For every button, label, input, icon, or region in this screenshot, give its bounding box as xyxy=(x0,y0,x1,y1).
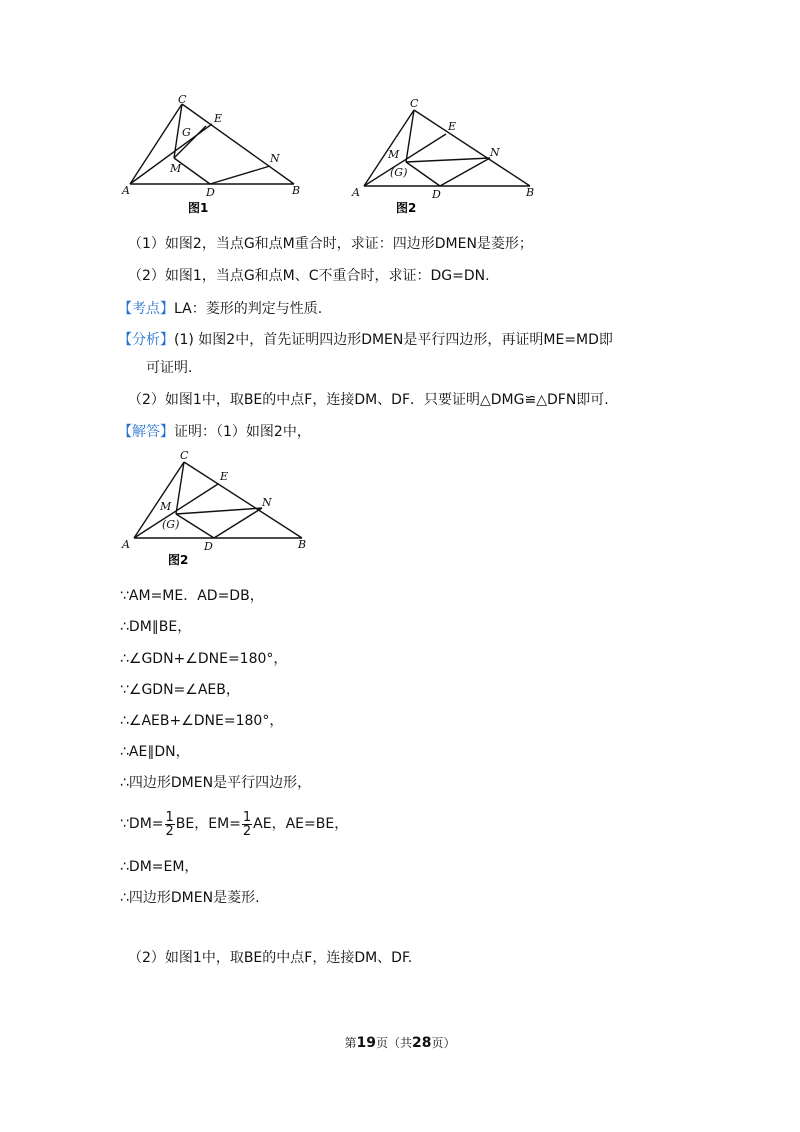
proof-line-2: ∴DM∥BE， xyxy=(120,619,192,635)
footer-mid: 页（共 xyxy=(375,1036,412,1050)
footer-total-pages: 28 xyxy=(412,1035,432,1051)
kaodian-row xyxy=(118,299,322,319)
fenxi-tag: 【分析】 xyxy=(118,332,174,348)
fig2-label-b: B xyxy=(526,186,535,199)
fig3-caption: 图2 xyxy=(168,553,189,567)
fraction-b-num: 1 xyxy=(242,809,252,825)
fig2-label-n: N xyxy=(490,146,500,159)
fig1-label-a: A xyxy=(122,184,130,197)
footer-post: 页） xyxy=(431,1036,456,1050)
jieda-text: 证明：（1）如图2中， xyxy=(174,424,311,440)
proof-end-2: ∴四边形DMEN是菱形. xyxy=(120,890,260,906)
fig2-label-d: D xyxy=(432,188,441,201)
figure-2 xyxy=(348,92,548,220)
proof-end-1: ∴DM=EM， xyxy=(120,859,199,875)
fig3-label-d: D xyxy=(204,540,213,553)
fig1-label-b: B xyxy=(292,184,301,197)
question-1: （1）如图2，当点G和点M重合时，求证：四边形DMEN是菱形； xyxy=(128,236,533,252)
fraction-one-half-a xyxy=(165,811,175,838)
fig1-label-g: G xyxy=(182,126,191,139)
fenxi-line-3: （2）如图1中，取BE的中点F，连接DM、DF．只要证明△DMG≌△DFN即可. xyxy=(128,392,609,408)
fig2-label-g: (G) xyxy=(390,166,408,179)
fraction-b-den: 2 xyxy=(242,823,252,839)
fig1-label-m: M xyxy=(170,162,182,175)
proof-line-5: ∴∠AEB+∠DNE=180°， xyxy=(120,713,284,729)
footer-page-number: 19 xyxy=(356,1035,376,1051)
fig1-label-d: D xyxy=(206,186,215,199)
fig3-label-e: E xyxy=(220,470,229,483)
part-2-line: （2）如图1中，取BE的中点F，连接DM、DF. xyxy=(128,950,413,966)
question-2: （2）如图1，当点G和点M、C不重合时，求证：DG=DN. xyxy=(128,268,490,284)
fig2-caption: 图2 xyxy=(396,201,417,215)
figure-3-diagram xyxy=(118,446,318,572)
figure-3 xyxy=(118,446,318,572)
kaodian-tag: 【考点】 xyxy=(118,301,174,317)
figure-1-diagram xyxy=(118,92,308,220)
page-footer xyxy=(0,1034,800,1051)
proof-line-4: ∵∠GDN=∠AEB， xyxy=(120,682,240,698)
fenxi-line-2: 可证明. xyxy=(146,360,193,376)
fig3-label-c: C xyxy=(180,449,189,462)
fig1-label-e: E xyxy=(214,112,223,125)
fraction-line-part-1: ∵DM= xyxy=(120,816,164,832)
kaodian-text: LA：菱形的判定与性质. xyxy=(174,301,323,317)
jieda-row xyxy=(118,422,311,442)
fraction-line-part-3: AE，AE=BE， xyxy=(253,816,349,832)
fig3-label-a: A xyxy=(122,538,130,551)
fig1-caption: 图1 xyxy=(188,201,209,215)
fraction-one-half-b xyxy=(242,811,252,838)
proof-line-3: ∴∠GDN+∠DNE=180°， xyxy=(120,651,288,667)
proof-line-1: ∵AM=ME．AD=DB， xyxy=(120,588,264,604)
fig3-label-m: M xyxy=(160,500,172,513)
fig2-label-e: E xyxy=(448,120,457,133)
fig2-label-c: C xyxy=(410,97,419,110)
fraction-a-num: 1 xyxy=(165,809,174,825)
fraction-a-den: 2 xyxy=(165,823,174,839)
figure-1 xyxy=(118,92,308,220)
jieda-tag: 【解答】 xyxy=(118,424,174,440)
proof-line-6: ∴AE∥DN， xyxy=(120,744,190,760)
fig2-label-m: M xyxy=(388,148,400,161)
fig1-label-n: N xyxy=(270,152,280,165)
fig3-label-g: (G) xyxy=(162,518,180,531)
fig3-label-b: B xyxy=(298,538,307,551)
fig2-label-a: A xyxy=(352,186,360,199)
fenxi-line-1: (1) 如图2中，首先证明四边形DMEN是平行四边形，再证明ME=MD即 xyxy=(174,332,613,348)
proof-line-7: ∴四边形DMEN是平行四边形， xyxy=(120,775,312,791)
fig3-label-n: N xyxy=(262,496,272,509)
figure-2-diagram xyxy=(348,92,548,220)
footer-pre: 第 xyxy=(344,1036,357,1050)
fig1-label-c: C xyxy=(178,93,187,106)
fraction-line xyxy=(120,809,348,839)
fraction-line-part-2: BE，EM= xyxy=(175,816,241,832)
fenxi-row xyxy=(118,330,613,350)
